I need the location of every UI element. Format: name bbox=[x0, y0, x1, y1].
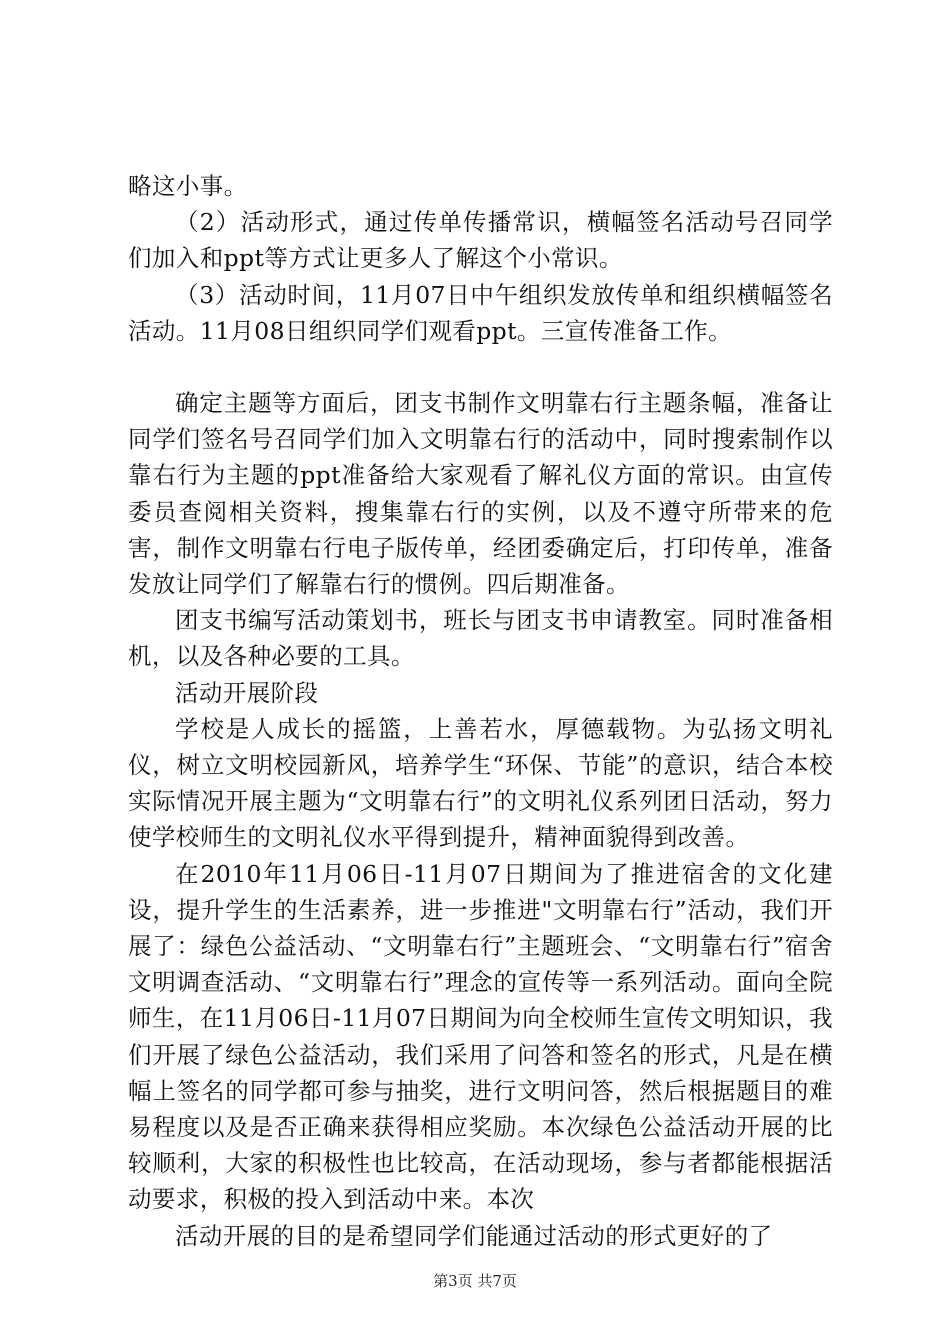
paragraph-5: 团支书编写活动策划书，班长与团支书申请教室。同时准备相机，以及各种必要的工具。 bbox=[128, 606, 833, 671]
paragraph-7: 在2010年11月06日-11月07日期间为了推进宿舍的文化建设，提升学生的生活素养，进一步推进"文明靠右行”活动，我们开展了：绿色公益活动、“文明靠右行”主题班会、“文明靠右行”宿舍文明调查活动、“文明靠右行”理念的宣传等一系列活动。面向全院师生，在11月06日-11月07日期间为向全校师生宣传文明知识，我们开展了绿色公益活动，我们采用了问答和签名的形式，凡是在横幅上签名的同学都可参与抽奖，进行文明问答，然后根据题目的难易程度以及是否正确来获得相应奖励。本次绿色公益活动开展的比较顺利，大家的积极性也比较高，在活动现场，参与者都能根据活动要求，积极的投入到活动中来。本次 bbox=[128, 859, 833, 1214]
paragraph-6: 学校是人成长的摇篮，上善若水，厚德载物。为弘扬文明礼仪，树立文明校园新风，培养学生“环保、节能”的意识，结合本校实际情况开展主题为“文明靠右行”的文明礼仪系列团日活动，努力使学校师生的文明礼仪水平得到提升，精神面貌得到改善。 bbox=[128, 714, 833, 852]
paragraph-3: （3）活动时间，11月07日中午组织发放传单和组织横幅签名活动。11月08日组织同学们观看ppt。三宣传准备工作。 bbox=[128, 280, 833, 345]
paragraph-2: （2）活动形式，通过传单传播常识，横幅签名活动号召同学们加入和ppt等方式让更多人了解这个小常识。 bbox=[128, 208, 833, 273]
paragraph-gap bbox=[128, 349, 833, 385]
section-heading: 活动开展阶段 bbox=[175, 678, 319, 707]
paragraph-4: 确定主题等方面后，团支书制作文明靠右行主题条幅，准备让同学们签名号召同学们加入文明靠右行的活动中，同时搜索制作以靠右行为主题的ppt准备给大家观看了解礼仪方面的常识。由宣传委员查阅相关资料，搜集靠右行的实例，以及不遵守所带来的危害，制作文明靠右行电子版传单，经团委确定后，打印传单，准备发放让同学们了解靠右行的惯例。四后期准备。 bbox=[128, 389, 833, 599]
document-body bbox=[128, 168, 833, 1254]
paragraph-8: 活动开展的目的是希望同学们能通过活动的形式更好的了 bbox=[175, 1221, 773, 1250]
paragraph-1: 略这小事。 bbox=[128, 172, 248, 200]
page-number-footer: 第3页 共7页 bbox=[433, 1272, 517, 1290]
